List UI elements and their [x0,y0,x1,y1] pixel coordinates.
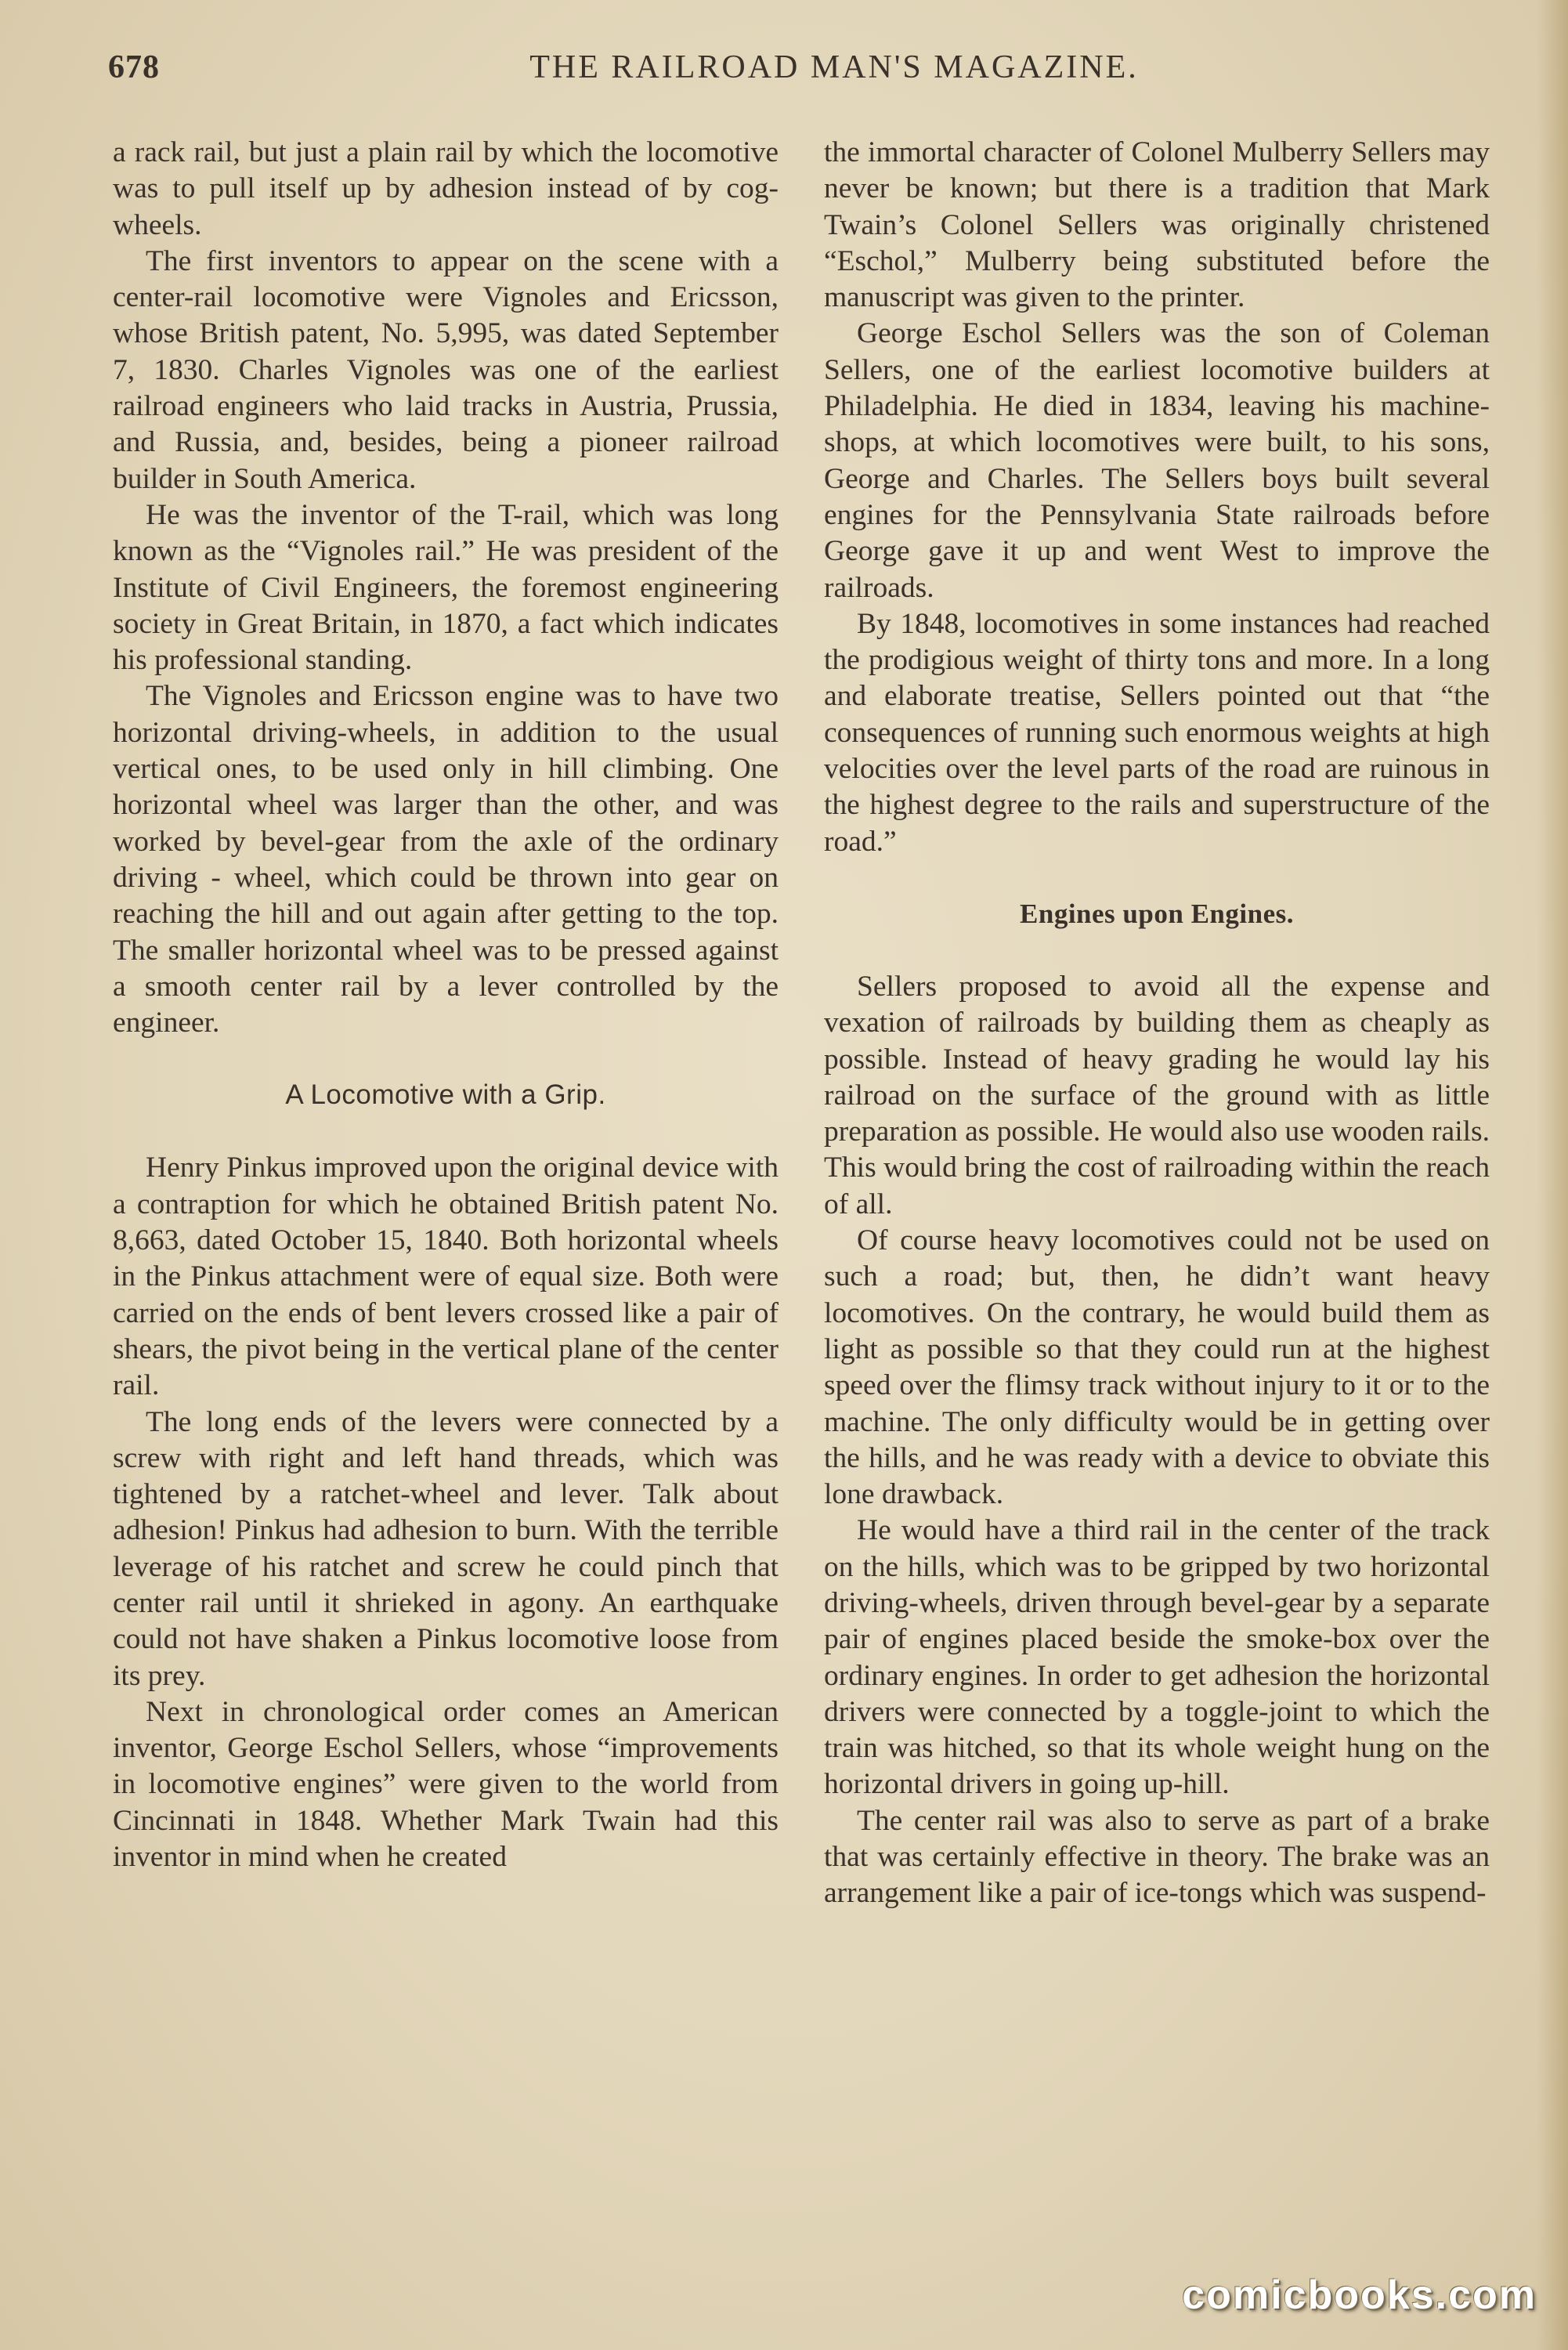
paragraph: Of course heavy locomotives could not be used on such a road; but, then, he didn’t want heavy locomotives. On the contrary, he would build them as light as possible so that they could run at the highest speed over the flimsy track without injury to it or to the machine. The only difficulty would be in getting over the hills, and he was ready with a device to obviate this lone drawback. [824,1224,1490,1511]
site-watermark: comicbooks.com [1182,2272,1537,2318]
paragraph: George Eschol Sellers was the son of Coleman Sellers, one of the earliest locomotive builders at Philadelphia. He died in 1834, leaving his machine-shops, at which locomotives were built, to his sons, George and Charles. The Sellers boys built several engines for the Pennsylvania State railroads before George gave it up and went West to improve the railroads. [824,317,1490,604]
page-number: 678 [108,49,160,85]
paragraph: the immortal character of Colonel Mulberry Sellers may never be known; but there is a tradition that Mark Twain’s Colonel Sellers was originally christened “Eschol,” Mulberry being substituted before the manuscript was given to the printer. [824,136,1490,314]
paragraph: The long ends of the levers were connected by a screw with right and left hand threads, which was tightened by a ratchet-wheel and lever. Talk about adhesion! Pinkus had adhesion to burn. With the terrible leverage of his ratchet and screw he could pinch that center rail until it shrieked in agony. An earthquake could not have shaken a Pinkus locomotive loose from its prey. [113,1405,779,1692]
paragraph: By 1848, locomotives in some instances had reached the prodigious weight of thirty tons and more. In a long and elaborate treatise, Sellers pointed out that “the consequences of running such enormous weights at high velocities over the level parts of the road are ruinous in the highest degree to the rails and superstructure of the road.” [824,607,1490,858]
paragraph: He would have a third rail in the center of the track on the hills, which was to be gripped by two horizontal driving-wheels, driven through bevel-gear by a separate pair of engines placed beside the smoke-box over the ordinary engines. In order to get adhesion the horizontal drivers were connected by a toggle-joint to which the train was hitched, so that its whole weight hung on the horizontal drivers in going up-hill. [824,1514,1490,1801]
paragraph: The center rail was also to serve as part of a brake that was certainly effective in theory. The brake was an arrangement like a pair of ice-tongs which was suspend- [824,1804,1490,1910]
page-edge-shadow [1537,0,1568,2350]
right-column [824,135,1490,1912]
section-heading: A Locomotive with a Grip. [285,1079,606,1111]
paragraph: Sellers proposed to avoid all the expense and vexation of railroads by building them as cheaply as possible. Instead of heavy grading he would lay his railroad on the surface of the ground with as little preparation as possible. He would also use wooden rails. This would bring the cost of railroading within the reach of all. [824,970,1490,1220]
paragraph: He was the inventor of the T-rail, which was long known as the “Vignoles rail.” He was president of the Institute of Civil Engineers, the foremost engineering society in Great Britain, in 1870, a fact which indicates his professional standing. [113,498,779,677]
left-column [113,135,779,1875]
paragraph: Henry Pinkus improved upon the original device with a contraption for which he obtained British patent No. 8,663, dated October 15, 1840. Both horizontal wheels in the Pinkus attachment were of equal size. Both were carried on the ends of bent levers crossed like a pair of shears, the pivot being in the vertical plane of the center rail. [113,1152,779,1402]
page-header [108,49,1513,96]
paragraph: The Vignoles and Ericsson engine was to have two horizontal driving-wheels, in addition to the usual vertical ones, to be used only in hill climbing. One horizontal wheel was larger than the other, and was worked by bevel-gear from the axle of the ordinary driving - wheel, which could be thrown into gear on reaching the hill and out again after getting to the top. The smaller horizontal wheel was to be pressed against a smooth center rail by a lever controlled by the engineer. [113,680,779,1039]
paragraph: a rack rail, but just a plain rail by which the locomotive was to pull itself up by adhesion instead of by cog-wheels. [113,136,779,241]
paragraph: The first inventors to appear on the scene with a center-rail locomotive were Vignoles and Ericsson, whose British patent, No. 5,995, was dated September 7, 1830. Charles Vignoles was one of the earliest railroad engineers who laid tracks in Austria, Prussia, and Russia, and, besides, being a pioneer railroad builder in South America. [113,244,779,495]
paragraph: Next in chronological order comes an American inventor, George Eschol Sellers, whose “improvements in locomotive engines” were given to the world from Cincinnati in 1848. Whether Mark Twain had this inventor in mind when he created [113,1695,779,1874]
section-heading: Engines upon Engines. [1020,898,1294,929]
running-title: THE RAILROAD MAN'S MAGAZINE. [529,49,1139,85]
